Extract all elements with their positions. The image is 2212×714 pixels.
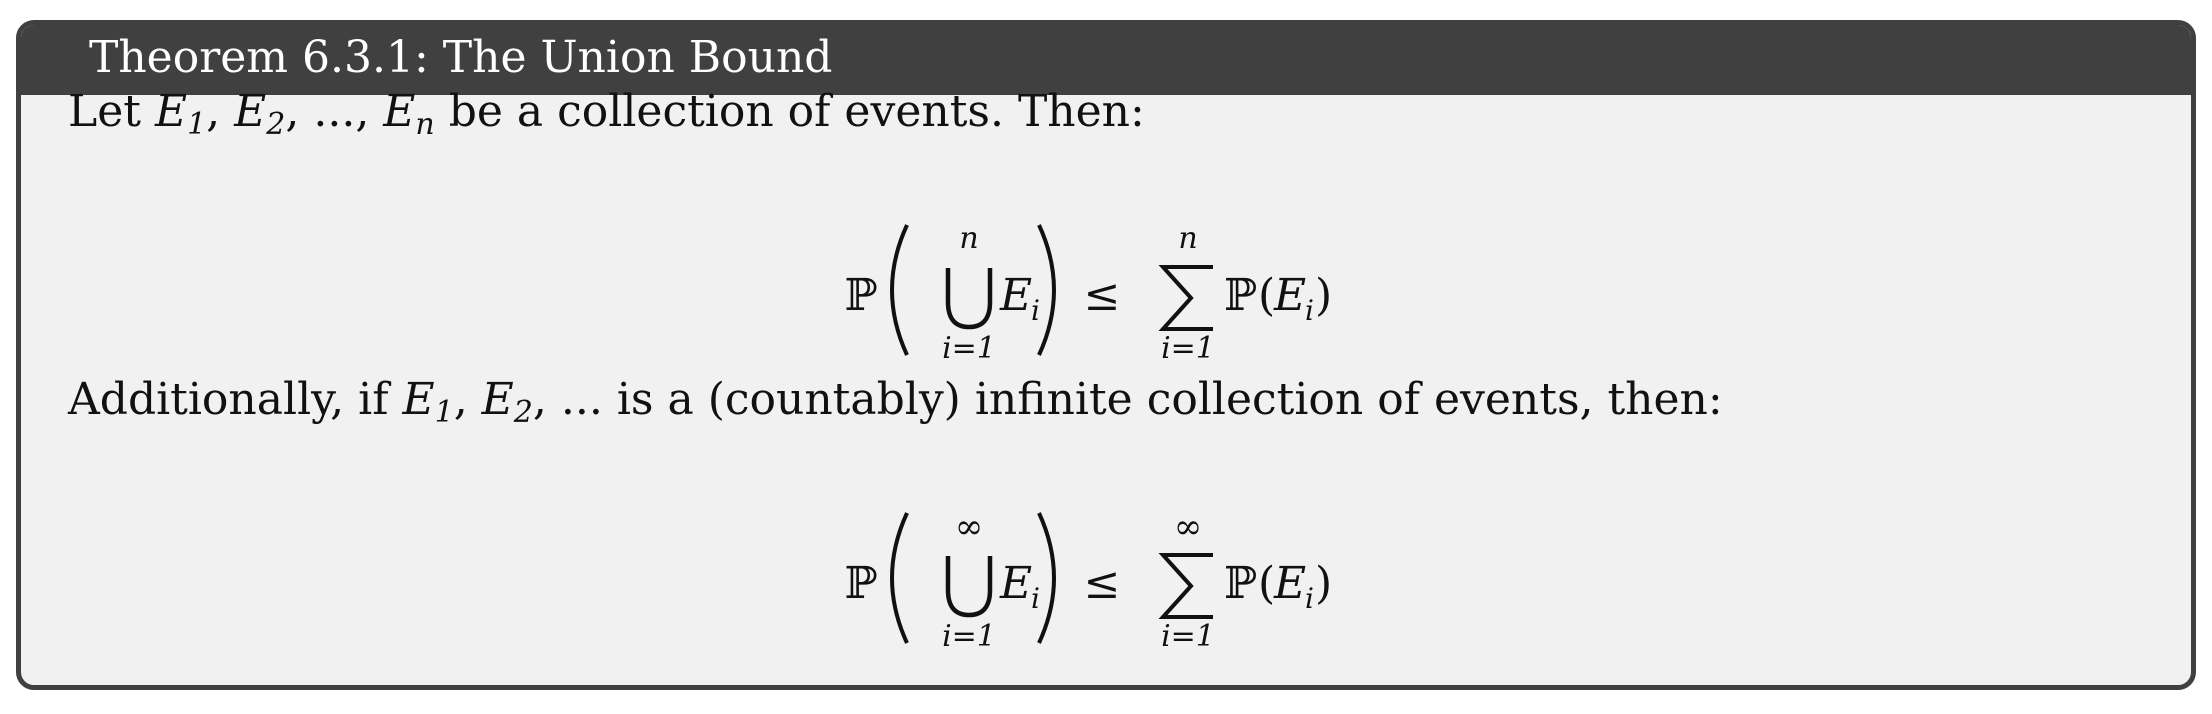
big-union-symbol — [948, 268, 990, 327]
leq-symbol: ≤ — [1083, 558, 1121, 609]
union-event: E — [1000, 558, 1033, 609]
union-upper-limit: n — [959, 221, 979, 256]
sum-close-paren: ) — [1315, 558, 1333, 609]
event-en: E — [383, 86, 416, 137]
paragraph-infinite-tail: is a (countably) infinite collection of events, then: — [602, 374, 1723, 425]
sum-upper-limit: ∞ — [1173, 507, 1203, 547]
event-e1: E — [154, 86, 188, 137]
paragraph-infinite — [68, 374, 1723, 430]
subscript-n: n — [415, 107, 435, 142]
sum-event: E — [1274, 558, 1307, 609]
union-upper-limit: ∞ — [954, 507, 984, 547]
subscript-2: 2 — [513, 395, 533, 430]
right-paren — [1039, 225, 1054, 355]
left-paren — [892, 513, 907, 643]
comma: , — [532, 374, 561, 425]
event-e1: E — [402, 374, 435, 425]
sum-close-paren: ) — [1315, 270, 1333, 321]
right-paren — [1039, 513, 1054, 643]
comma: , — [453, 374, 482, 425]
comma: , — [285, 86, 314, 137]
union-event: E — [1000, 270, 1033, 321]
ellipsis: ... — [313, 86, 356, 137]
comma: , — [206, 86, 235, 137]
sum-open-paren: ( — [1258, 270, 1276, 321]
probability-symbol: ℙ — [844, 270, 878, 321]
sum-probability-symbol: ℙ — [1224, 558, 1258, 609]
big-sum-symbol — [1163, 267, 1213, 329]
paragraph-infinite-lead: Additionally, if — [68, 374, 403, 425]
leq-symbol: ≤ — [1083, 270, 1121, 321]
union-lower-limit: i=1 — [942, 619, 996, 654]
theorem-title: Theorem 6.3.1: The Union Bound — [21, 25, 2191, 95]
sum-lower-limit: i=1 — [1161, 619, 1215, 654]
sum-event-index: i — [1305, 294, 1314, 327]
sum-probability-symbol: ℙ — [1224, 270, 1258, 321]
comma: , — [355, 86, 384, 137]
paragraph-intro-tail: be a collection of events. Then: — [434, 86, 1145, 137]
union-bound-infinite-formula — [825, 498, 1365, 668]
sum-event: E — [1274, 270, 1307, 321]
sum-upper-limit: n — [1178, 221, 1198, 256]
subscript-1: 1 — [187, 107, 207, 142]
left-paren — [892, 225, 907, 355]
union-event-index: i — [1031, 582, 1040, 615]
paragraph-intro — [68, 86, 1145, 142]
event-e2: E — [481, 374, 514, 425]
sum-lower-limit: i=1 — [1161, 331, 1215, 366]
paragraph-intro-lead: Let — [68, 86, 155, 137]
union-event-index: i — [1031, 294, 1040, 327]
subscript-1: 1 — [434, 395, 454, 430]
union-lower-limit: i=1 — [942, 331, 996, 366]
event-e2: E — [234, 86, 267, 137]
union-bound-finite-formula — [825, 210, 1365, 380]
sum-event-index: i — [1305, 582, 1314, 615]
ellipsis: ... — [560, 374, 603, 425]
big-union-symbol — [948, 556, 990, 615]
subscript-2: 2 — [266, 107, 286, 142]
probability-symbol: ℙ — [844, 558, 878, 609]
sum-open-paren: ( — [1258, 558, 1276, 609]
big-sum-symbol — [1163, 555, 1213, 617]
